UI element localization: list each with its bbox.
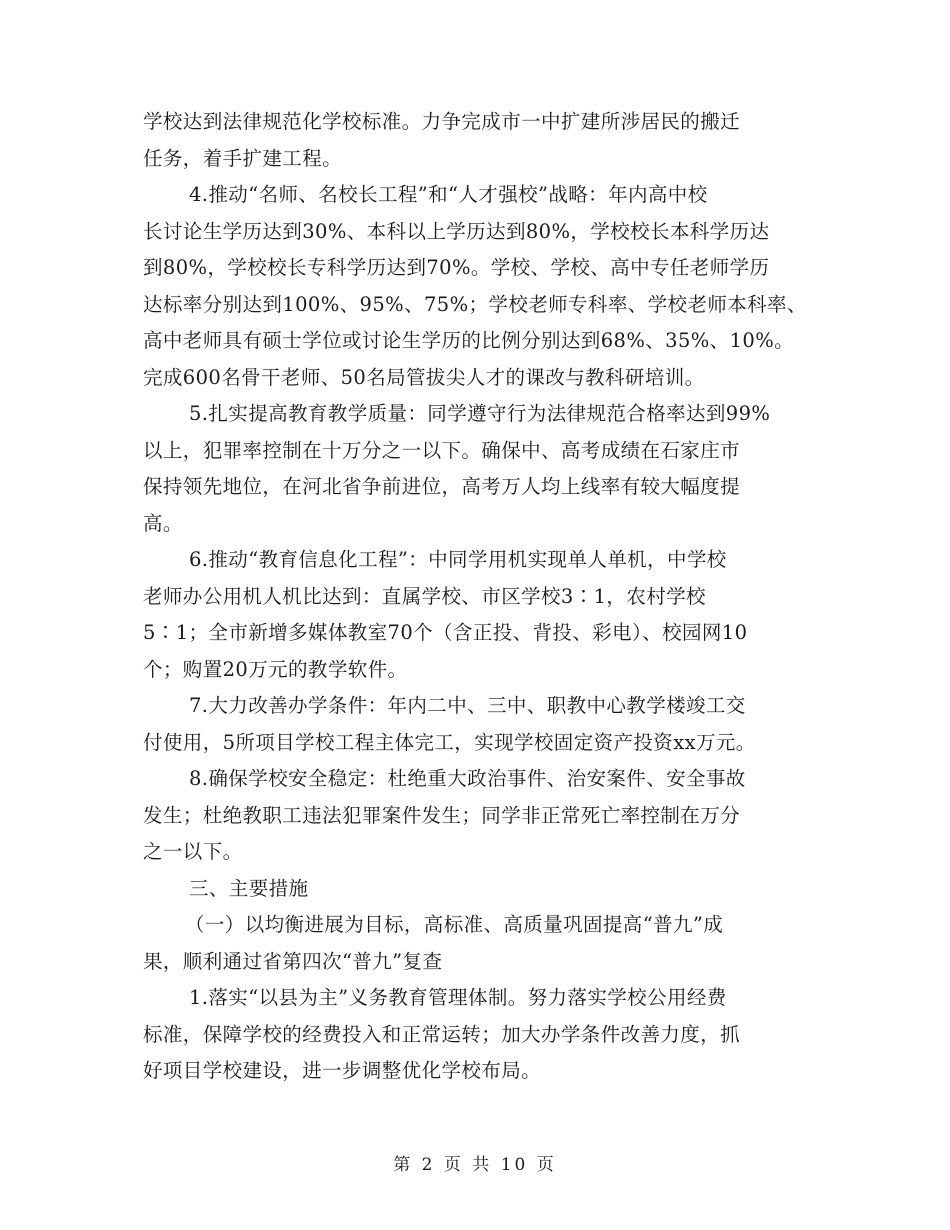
text-line: 4.推动“名师、名校长工程”和“人才强校”战略：年内高中校 xyxy=(189,183,708,206)
text-line: 三、主要措施 xyxy=(189,876,309,900)
text-line: 高。 xyxy=(143,511,183,535)
text-line: 好项目学校建设，进一步调整优化学校布局。 xyxy=(143,1059,542,1082)
text-line: 长讨论生学历达到30%、本科以上学历达到80%，学校校长本科学历达 xyxy=(143,219,770,243)
text-line: 达标率分别达到100%、95%、75%；学校老师专科率、学校老师本科率、 xyxy=(143,292,807,316)
text-line: 老师办公用机人机比达到：直属学校、市区学校3∶1，农村学校 xyxy=(143,584,706,608)
text-line: 付使用，5所项目学校工程主体完工，实现学校固定资产投资xx万元。 xyxy=(143,730,756,754)
text-line: 8.确保学校安全稳定：杜绝重大政治事件、治安案件、安全事故 xyxy=(189,767,746,790)
text-line: 5∶1；全市新增多媒体教室70个（含正投、背投、彩电）、校园网10 xyxy=(143,621,748,644)
text-line: 个；购置20万元的教学软件。 xyxy=(143,657,408,681)
text-line: 标准，保障学校的经费投入和正常运转；加大办学条件改善力度，抓 xyxy=(143,1022,741,1046)
text-line: 学校达到法律规范化学校标准。力争完成市一中扩建所涉居民的搬迁 xyxy=(143,110,741,133)
text-line: 1.落实“以县为主”义务教育管理体制。努力落实学校公用经费 xyxy=(189,986,727,1009)
text-line: 7.大力改善办学条件：年内二中、三中、职教中心教学楼竣工交 xyxy=(189,694,746,717)
text-line: 完成600名骨干老师、50名局管拔尖人才的课改与教科研培训。 xyxy=(143,365,705,389)
text-line: 果，顺利通过省第四次“普九”复查 xyxy=(143,949,443,973)
text-line: 5.扎实提高教育教学质量：同学遵守行为法律规范合格率达到99% xyxy=(189,402,771,425)
text-line: 保持领先地位，在河北省争前进位，高考万人均上线率有较大幅度提 xyxy=(143,475,741,498)
document-body xyxy=(143,104,815,1090)
text-line: 之一以下。 xyxy=(143,840,243,863)
text-line: （一）以均衡进展为目标，高标准、高质量巩固提高“普九”成 xyxy=(185,913,724,936)
text-line: 6.推动“教育信息化工程”：中同学用机实现单人单机，中学校 xyxy=(189,548,727,571)
page-footer: 第 2 页 共 10 页 xyxy=(393,1155,557,1175)
text-line: 到80%，学校校长专科学历达到70%。学校、学校、高中专任老师学历 xyxy=(143,256,770,279)
text-line: 高中老师具有硕士学位或讨论生学历的比例分别达到68%、35%、10%。 xyxy=(143,329,795,352)
text-line: 发生；杜绝教职工违法犯罪案件发生；同学非正常死亡率控制在万分 xyxy=(143,803,741,827)
text-line: 以上，犯罪率控制在十万分之一以下。确保中、高考成绩在石家庄市 xyxy=(143,438,741,462)
text-line: 任务，着手扩建工程。 xyxy=(143,146,343,170)
